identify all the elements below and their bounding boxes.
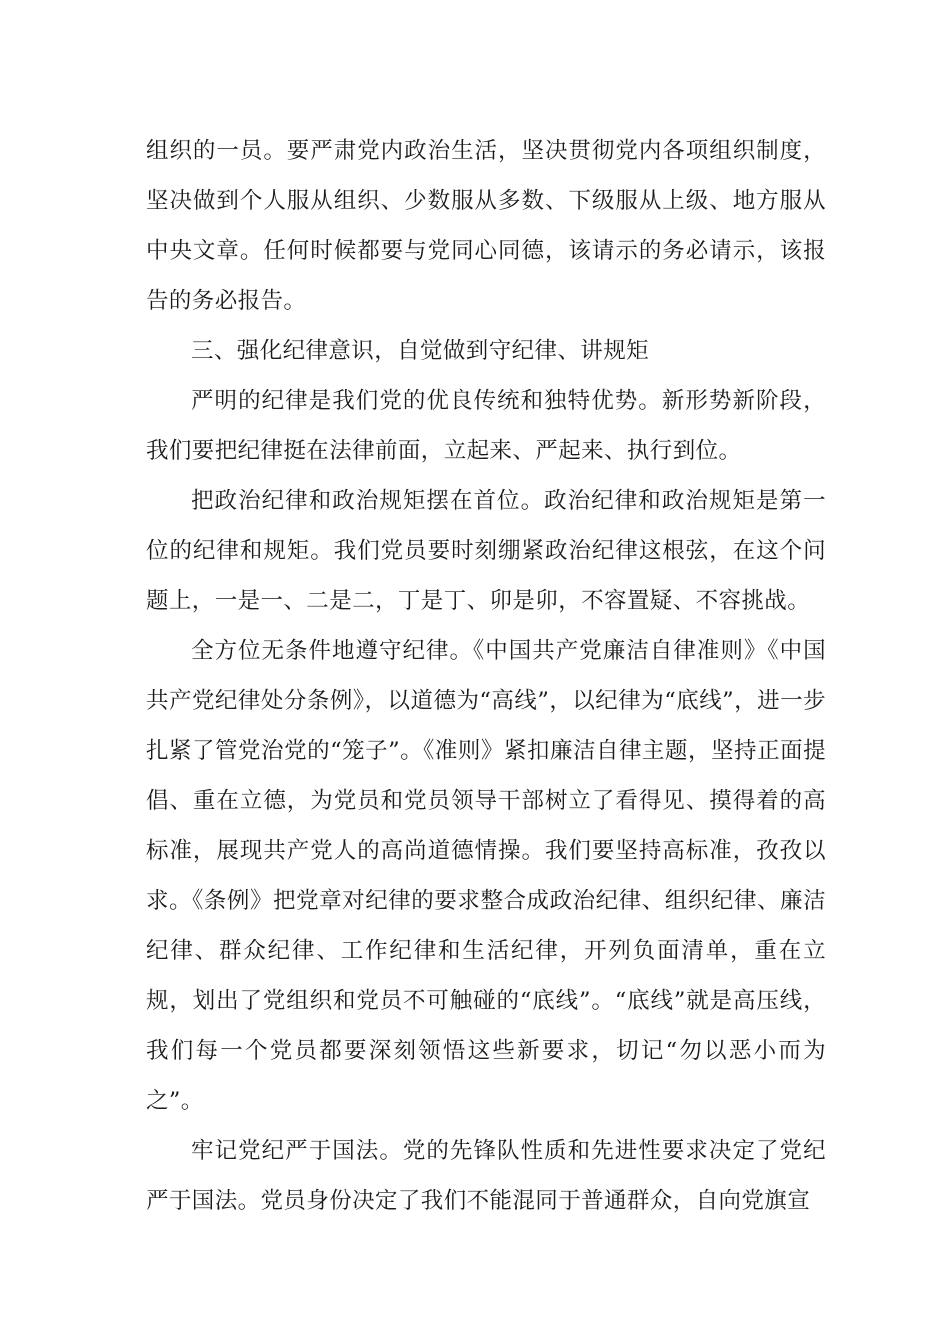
paragraph: 牢记党纪严于国法。党的先锋队性质和先进性要求决定了党纪严于国法。党员身份决定了我们不能混同于普通群众，自向党旗宣 [146,1138,826,1214]
paragraph: 严明的纪律是我们党的优良传统和独特优势。新形势新阶段，我们要把纪律挺在法律前面，立起来、严起来、执行到位。 [146,388,826,464]
paragraph-continuation: 组织的一员。要严肃党内政治生活，坚决贯彻党内各项组织制度，坚决做到个人服从组织、少数服从多数、下级服从上级、地方服从中央文章。任何时候都要与党同心同德，该请示的务必请示，该报告的务必报告。 [146,138,826,314]
document-body [146,126,826,1226]
paragraph: 把政治纪律和政治规矩摆在首位。政治纪律和政治规矩是第一位的纪律和规矩。我们党员要时刻绷紧政治纪律这根弦，在这个问题上，一是一、二是二，丁是丁、卯是卯，不容置疑、不容挑战。 [146,488,826,614]
paragraph: 全方位无条件地遵守纪律。《中国共产党廉洁自律准则》《中国共产党纪律处分条例》，以道德为“高线”，以纪律为“底线”，进一步扎紧了管党治党的“笼子”。《准则》紧扣廉洁自律主题，坚持正面提倡、重在立德，为党员和党员领导干部树立了看得见、摸得着的高标准，展现共产党人的高尚道德情操。我们要坚持高标准，孜孜以求。《条例》把党章对纪律的要求整合成政治纪律、组织纪律、廉洁纪律、群众纪律、工作纪律和生活纪律，开列负面清单，重在立规，划出了党组织和党员不可触碰的“底线”。“底线”就是高压线，我们每一个党员都要深刻领悟这些新要求，切记“勿以恶小而为之”。 [146,638,826,1114]
section-heading: 三、强化纪律意识，自觉做到守纪律、讲规矩 [191,338,650,364]
